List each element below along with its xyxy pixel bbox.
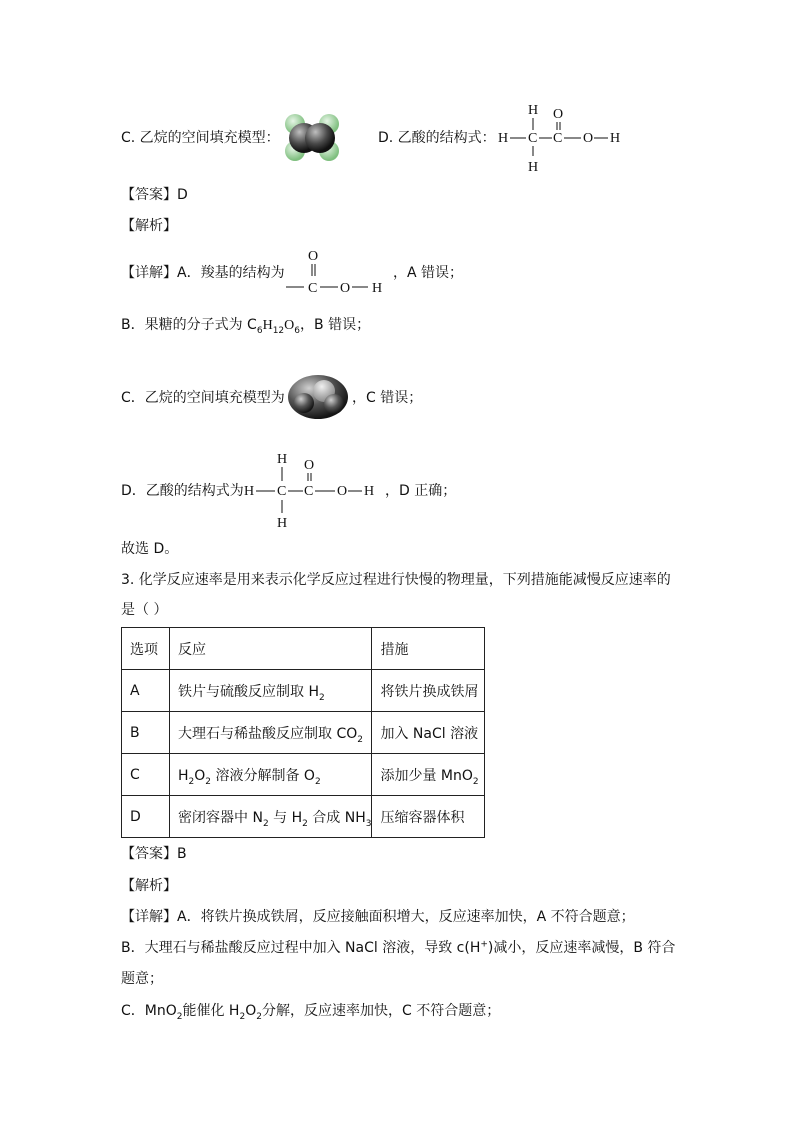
- atom-o-double: O: [553, 107, 564, 122]
- q2-detail-c-prefix: C．乙烷的空间填充模型为: [121, 390, 285, 406]
- q2-detail-b-suffix: ，B 错误；: [300, 317, 371, 333]
- q3-detail-a: 【详解】A．将铁片换成铁屑，反应接触面积增大，反应速率加快，A 不符合题意；: [121, 909, 635, 925]
- ethane-space-filling-model-image-2: [286, 373, 350, 421]
- row-d-option: D: [122, 796, 170, 838]
- q3-analysis-heading: 【解析】: [121, 878, 177, 894]
- row-b-option: B: [122, 712, 170, 754]
- q3-detail-c: C．MnO$_2$能催化 $H_2O_2$分解，反应速率加快，C 不符合题意；: [121, 1003, 501, 1022]
- acetic-acid-structural-formula-top: [495, 98, 630, 178]
- atom-h-top: H: [528, 103, 539, 118]
- table-row: [122, 796, 485, 838]
- header-option: 选项: [122, 628, 170, 670]
- carboxyl-group-structure: [282, 246, 392, 296]
- table-row: [122, 670, 485, 712]
- q3-answer: 【答案】B: [121, 846, 187, 862]
- atom-o: O: [340, 281, 351, 296]
- atom-c1: C: [277, 484, 287, 499]
- atom-o-double: O: [308, 249, 319, 264]
- table-header-row: [122, 628, 485, 670]
- option-c-label: C. 乙烷的空间填充模型：: [121, 130, 280, 146]
- table-row: [122, 712, 485, 754]
- atom-h-right: H: [610, 131, 621, 146]
- atom-o-double: O: [304, 458, 315, 473]
- q2-detail-c-suffix: ，C 错误；: [352, 390, 423, 406]
- atom-h: H: [372, 281, 383, 296]
- q2-detail-d-prefix: D．乙酸的结构式为: [121, 483, 244, 499]
- q2-answer: 【答案】D: [121, 187, 188, 203]
- q3-stem-line2: 是（ ）: [121, 602, 168, 618]
- row-d-reaction: 密闭容器中 $N_2$ 与 $H_2$ 合成 $NH_3$: [170, 796, 372, 838]
- atom-h-left: H: [498, 131, 509, 146]
- atom-h-right: H: [364, 484, 375, 499]
- atom-c2: C: [553, 131, 563, 146]
- row-d-measure: 压缩容器体积: [372, 796, 485, 838]
- q2-detail-b: B．果糖的分子式为 $C_6H_{12}O_6$，B 错误；: [121, 317, 371, 336]
- atom-c: C: [308, 281, 318, 296]
- atom-h-bottom: H: [528, 160, 539, 175]
- q2-conclusion: 故选 D。: [121, 541, 179, 557]
- row-c-measure: 添加少量 MnO$_2$: [372, 754, 485, 796]
- row-a-measure: 将铁片换成铁屑: [372, 670, 485, 712]
- option-d-label: D. 乙酸的结构式：: [378, 130, 496, 146]
- q3-stem-line1: 3. 化学反应速率是用来表示化学反应过程进行快慢的物理量，下列措施能减慢反应速率的: [121, 572, 671, 588]
- row-c-option: C: [122, 754, 170, 796]
- atom-h-bottom: H: [277, 516, 288, 531]
- atom-c1: C: [528, 131, 538, 146]
- row-b-measure: 加入 NaCl 溶液: [372, 712, 485, 754]
- atom-h-left: H: [244, 484, 255, 499]
- q2-detail-b-prefix: B．果糖的分子式为 C: [121, 317, 257, 333]
- ethane-space-filling-model-image: [282, 113, 342, 163]
- header-reaction: 反应: [170, 628, 372, 670]
- row-a-reaction: 铁片与硫酸反应制取 $H_2$: [170, 670, 372, 712]
- atom-h-top: H: [277, 452, 288, 467]
- q3-detail-b-cont: 题意；: [121, 971, 163, 987]
- q3-detail-b: B．大理石与稀盐酸反应过程中加入 NaCl 溶液，导致 c(H+)减小，反应速率减慢，B 符合: [121, 939, 676, 956]
- row-a-option: A: [122, 670, 170, 712]
- row-b-reaction: 大理石与稀盐酸反应制取 $CO_2$: [170, 712, 372, 754]
- q2-detail-a-suffix: ，A 错误；: [393, 265, 464, 281]
- q2-detail-a-prefix: 【详解】A．羧基的结构为: [121, 265, 285, 281]
- reaction-table: [121, 627, 485, 838]
- q2-analysis-heading: 【解析】: [121, 218, 177, 234]
- atom-c2: C: [304, 484, 314, 499]
- row-c-reaction: $H_2O_2$ 溶液分解制备 $O_2$: [170, 754, 372, 796]
- q2-detail-d-suffix: ，D 正确；: [385, 483, 457, 499]
- header-measure: 措施: [372, 628, 485, 670]
- table-row: [122, 754, 485, 796]
- acetic-acid-structural-formula-detail: [244, 447, 384, 533]
- atom-o: O: [337, 484, 348, 499]
- atom-o: O: [583, 131, 594, 146]
